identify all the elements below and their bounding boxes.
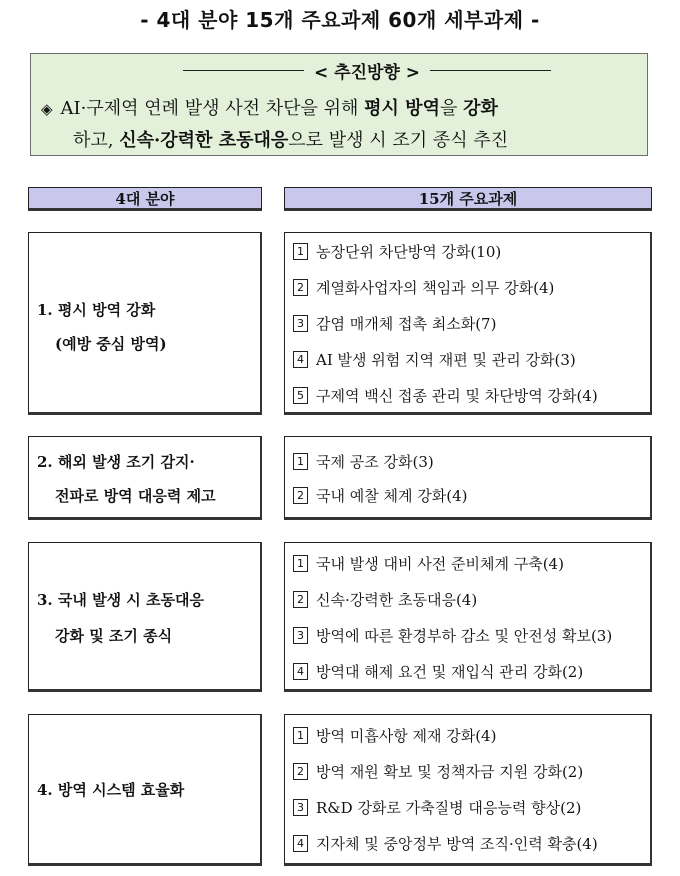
diamond-bullet-icon: ◈ <box>41 100 53 118</box>
task-number-badge: 4 <box>293 663 308 680</box>
plain-text: 하고, <box>73 130 120 151</box>
header-rule-right <box>430 70 551 71</box>
area-box-3 <box>28 542 262 692</box>
area-1-line-1: 1. 평시 방역 강화 <box>37 301 156 319</box>
task-number-badge: 1 <box>293 555 308 572</box>
task-number-badge: 1 <box>293 727 308 744</box>
task-text: 방역 재원 확보 및 정책자금 지원 강화(2) <box>316 763 584 781</box>
task-item <box>293 761 583 782</box>
task-item <box>293 553 564 574</box>
direction-line-2 <box>73 126 508 152</box>
plain-text: 을 <box>439 98 464 119</box>
area-3-line-2: 강화 및 조기 종식 <box>55 627 173 645</box>
task-number-badge: 2 <box>293 591 308 608</box>
area-3-line-1: 3. 국내 발생 시 초동대응 <box>37 591 204 609</box>
area-2-line-1: 2. 해외 발생 조기 감지· <box>37 453 195 471</box>
area-box-1 <box>28 232 262 415</box>
emphasis-text: 신속·강력한 초동대응 <box>119 130 289 151</box>
task-number-badge: 5 <box>293 387 308 404</box>
emphasis-text: 평시 방역 <box>364 98 440 119</box>
task-text: 신속·강력한 초동대응(4) <box>316 591 478 609</box>
task-text: 감염 매개체 접촉 최소화(7) <box>316 315 497 333</box>
task-box-1 <box>284 232 652 415</box>
task-number-badge: 3 <box>293 799 308 816</box>
task-item <box>293 277 554 298</box>
page-title: - 4대 분야 15개 주요과제 60개 세부과제 - <box>140 8 540 32</box>
direction-header-label: < 추진방향 > <box>314 62 421 83</box>
task-number-badge: 4 <box>293 351 308 368</box>
direction-line-1-text <box>61 98 498 119</box>
task-item <box>293 797 581 818</box>
task-number-badge: 4 <box>293 835 308 852</box>
task-text: 지자체 및 중앙정부 방역 조직·인력 확충(4) <box>316 835 598 853</box>
task-number-badge: 2 <box>293 279 308 296</box>
task-item <box>293 625 612 646</box>
task-item <box>293 589 477 610</box>
task-number-badge: 2 <box>293 763 308 780</box>
task-item <box>293 349 576 370</box>
task-text: 구제역 백신 접종 관리 및 차단방역 강화(4) <box>316 387 598 405</box>
task-number-badge: 1 <box>293 243 308 260</box>
task-item <box>293 313 496 334</box>
area-4-line-1: 4. 방역 시스템 효율화 <box>37 781 185 799</box>
area-1-line-2: (예방 중심 방역) <box>55 335 167 353</box>
area-box-4 <box>28 714 262 866</box>
direction-box <box>30 53 648 156</box>
area-box-2 <box>28 436 262 520</box>
task-text: 국내 발생 대비 사전 준비체계 구축(4) <box>316 555 564 573</box>
task-item <box>293 661 583 682</box>
task-number-badge: 3 <box>293 315 308 332</box>
task-text: R&D 강화로 가축질병 대응능력 향상(2) <box>316 799 582 817</box>
task-item <box>293 725 496 746</box>
task-text: 방역 미흡사항 제재 강화(4) <box>316 727 497 745</box>
direction-line-1 <box>41 94 498 120</box>
task-item <box>293 485 467 506</box>
column-header-areas: 4대 분야 <box>28 187 262 211</box>
column-header-tasks: 15개 주요과제 <box>284 187 652 211</box>
task-item <box>293 241 501 262</box>
task-text: AI 발생 위험 지역 재편 및 관리 강화(3) <box>316 351 576 369</box>
area-2-line-2: 전파로 방역 대응력 제고 <box>55 487 216 505</box>
task-item <box>293 385 598 406</box>
task-text: 국제 공조 강화(3) <box>316 453 434 471</box>
task-text: 계열화사업자의 책임과 의무 강화(4) <box>316 279 555 297</box>
task-text: 방역에 따른 환경부하 감소 및 안전성 확보(3) <box>316 627 613 645</box>
task-item <box>293 451 434 472</box>
plain-text: AI·구제역 연례 발생 사전 차단을 위해 <box>60 98 365 119</box>
task-box-4 <box>284 714 652 866</box>
task-box-2 <box>284 436 652 520</box>
task-text: 방역대 해제 요건 및 재입식 관리 강화(2) <box>316 663 584 681</box>
task-item <box>293 833 598 854</box>
task-box-3 <box>284 542 652 692</box>
emphasis-text: 강화 <box>463 98 498 119</box>
task-text: 농장단위 차단방역 강화(10) <box>316 243 502 261</box>
direction-header <box>31 60 647 83</box>
task-number-badge: 1 <box>293 453 308 470</box>
task-number-badge: 2 <box>293 487 308 504</box>
task-number-badge: 3 <box>293 627 308 644</box>
direction-line-2-text <box>73 130 508 151</box>
header-rule-left <box>183 70 304 71</box>
task-text: 국내 예찰 체계 강화(4) <box>316 487 468 505</box>
plain-text: 으로 발생 시 조기 종식 추진 <box>288 130 509 151</box>
